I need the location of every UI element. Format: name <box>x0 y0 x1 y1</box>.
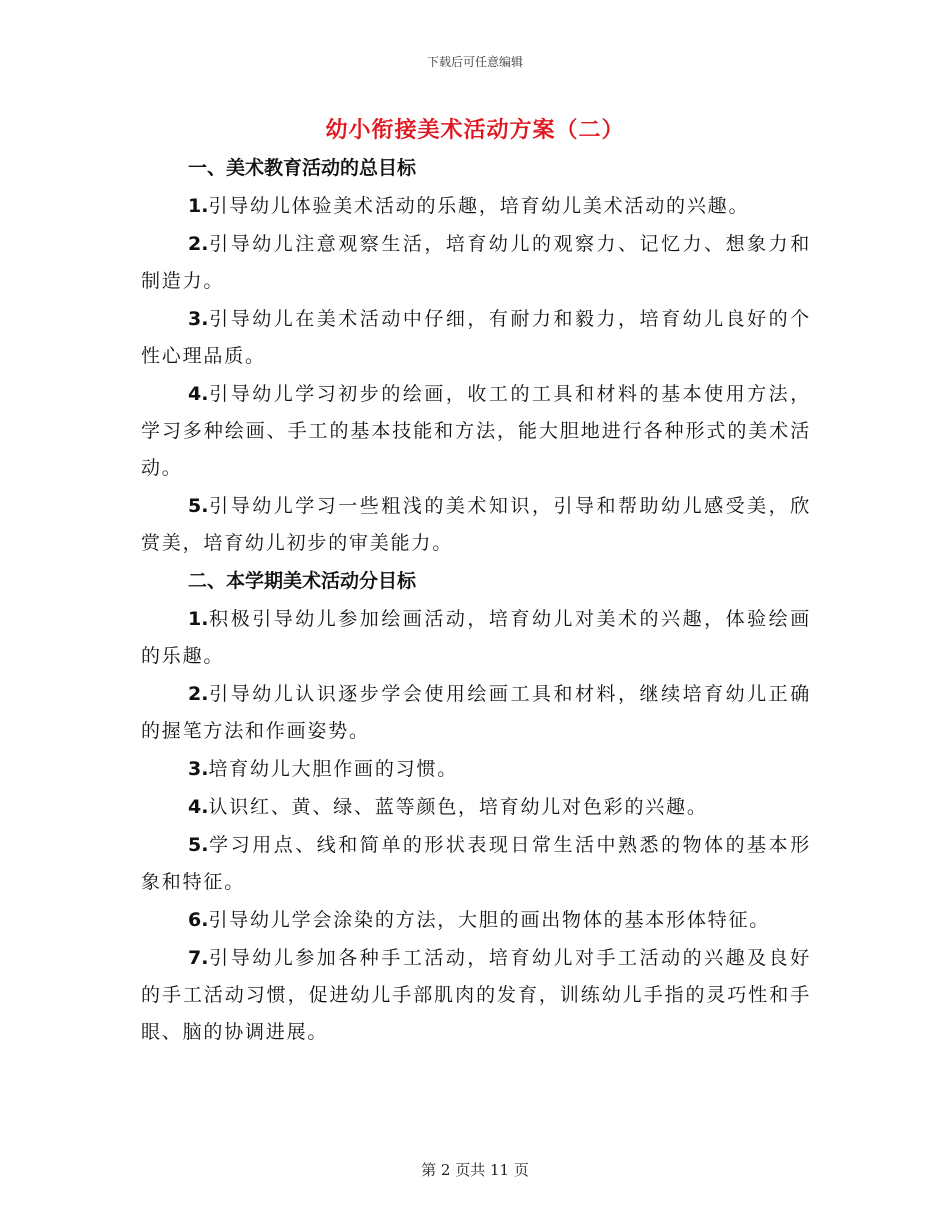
item-text: 引导幼儿学习初步的绘画，收工的工具和材料的基本使用方法，学习多种绘画、手工的基本技能和方法，能大胆地进行各种形式的美术活动。 <box>141 383 811 479</box>
header-note: 下载后可任意编辑 <box>426 55 523 69</box>
item-text: 培育幼儿大胆作画的习惯。 <box>208 758 459 780</box>
item-text: 引导幼儿注意观察生活，培育幼儿的观察力、记忆力、想象力和制造力。 <box>141 233 811 292</box>
item-text: 引导幼儿学习一些粗浅的美术知识，引导和帮助幼儿感受美，欣赏美，培育幼儿初步的审美能力。 <box>141 495 811 554</box>
item-number: 3. <box>188 758 209 780</box>
goal-item <box>141 827 811 901</box>
goal-item <box>141 188 811 225</box>
item-number: 2. <box>188 683 209 705</box>
item-text: 积极引导幼儿参加绘画活动，培育幼儿对美术的兴趣，体验绘画的乐趣。 <box>141 608 811 667</box>
item-text: 引导幼儿认识逐步学会使用绘画工具和材料，继续培育幼儿正确的握笔方法和作画姿势。 <box>141 683 811 742</box>
document-title: 幼小衔接美术活动方案（二） <box>325 117 625 143</box>
goal-item <box>141 902 811 939</box>
page-footer: 第 2 页共 11 页 <box>421 1161 529 1179</box>
goal-item <box>141 301 811 375</box>
goal-item <box>141 789 811 826</box>
item-number: 5. <box>188 495 209 517</box>
item-text: 引导幼儿在美术活动中仔细，有耐力和毅力，培育幼儿良好的个性心理品质。 <box>141 308 811 367</box>
item-number: 4. <box>188 796 209 818</box>
section-heading-2: 二、本学期美术活动分目标 <box>188 570 417 592</box>
goal-item <box>141 940 811 1051</box>
item-text: 引导幼儿体验美术活动的乐趣，培育幼儿美术活动的兴趣。 <box>208 195 750 217</box>
item-number: 3. <box>188 308 209 330</box>
item-number: 6. <box>188 909 209 931</box>
section-heading-1: 一、美术教育活动的总目标 <box>188 157 417 179</box>
item-number: 4. <box>188 383 209 405</box>
goal-item <box>141 601 811 675</box>
item-number: 1. <box>188 195 209 217</box>
item-number: 5. <box>188 834 209 856</box>
item-number: 2. <box>188 233 209 255</box>
item-text: 学习用点、线和简单的形状表现日常生活中熟悉的物体的基本形象和特征。 <box>141 834 811 893</box>
item-text: 引导幼儿参加各种手工活动，培育幼儿对手工活动的兴趣及良好的手工活动习惯，促进幼儿手部肌肉的发育，训练幼儿手指的灵巧性和手眼、脑的协调进展。 <box>141 947 811 1043</box>
document-body <box>141 150 811 1052</box>
goal-item <box>141 676 811 750</box>
goal-item <box>141 376 811 487</box>
item-number: 7. <box>188 947 209 969</box>
item-number: 1. <box>188 608 209 630</box>
item-text: 认识红、黄、绿、蓝等颜色，培育幼儿对色彩的兴趣。 <box>208 796 708 818</box>
goal-item <box>141 226 811 300</box>
item-text: 引导幼儿学会涂染的方法，大胆的画出物体的基本形体特征。 <box>208 909 771 931</box>
goal-item <box>141 751 811 788</box>
goal-item <box>141 488 811 562</box>
